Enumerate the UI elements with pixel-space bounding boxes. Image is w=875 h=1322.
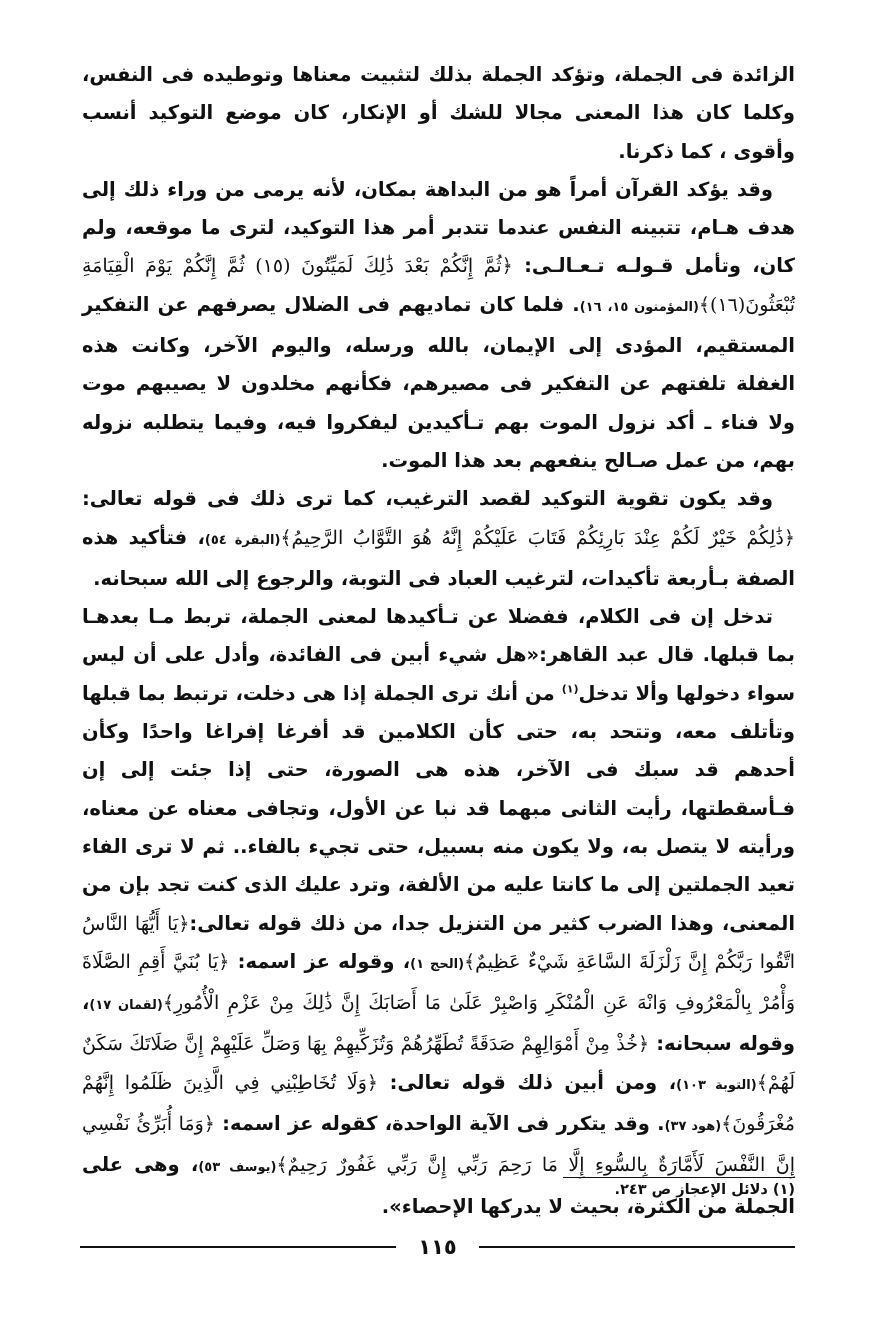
verse-reference: (الحج ١) <box>410 956 465 972</box>
paragraph-text: ، وقوله عز اسمه: <box>229 949 411 973</box>
verse-reference: (البقرة ٥٤) <box>204 532 281 548</box>
page-footer <box>80 1232 795 1262</box>
footer-rule-right <box>479 1246 795 1248</box>
verse-reference: (التوبة ١٠٣) <box>676 1077 757 1093</box>
paragraph-text: ، فتأكيد هذه الصفة بـأربعة تأكيدات، لترغيب العباد فى التوبة، والرجوع إلى الله سبحانه. <box>82 525 795 590</box>
paragraph-text: . فلما كان تماديهم فى الضلال يصرفهم عن التفكير المستقيم، المؤدى إلى الإيمان، بالله ورسله، واليوم الآخر، وكانت هذه الغفلة تلفتهم عن التفكير فى مصيرهم، فكأنهم مخلدون لا يصيبهم موت ولا فناء ـ أكد نزول الموت بهم تـأكيدين ليفكروا فيه، وفيما يتطلبه نزوله بهم، من عمل صـالح ينفعهم بعد هذا الموت. <box>82 292 795 472</box>
verse-reference: (يوسف ٥٣) <box>198 1160 277 1176</box>
footer-rule-left <box>80 1246 396 1248</box>
footnote-divider <box>563 1177 795 1178</box>
quran-verse: ﴿وَمَا أُبَرِّئُ نَفْسِي إِنَّ النَّفْسَ لَأَمَّارَةٌ بِالسُّوءِ إِلَّا مَا رَحِمَ رَبِّي إِنَّ رَبِّي غَفُورٌ رَحِيمٌ﴾ <box>82 1113 795 1177</box>
paragraph-p4 <box>82 598 795 1226</box>
paragraph-text: من أنك ترى الجملة إذا هى دخلت، ترتبط بما قبلها وتأتلف معه، وتتحد به، حتى كأن الكلامين قد أفرغا إفراغا واحدًا وكأن أحدهم قد سبك فى الآخر، هذه هى الصورة، حتى إذا جئت إلى إن فـأسقطتها، رأيت الثانى مبهما قد نبا عن الأول، وتجافى معناه عن معناه، ورأيته لا يتصل به، ولا يكون منه بسبيل، حتى تجيء بالفاء.. ثم لا ترى الفاء تعيد الجملتين إلى ما كانتا عليه من الألفة، وترد عليك الذى كنت تجد بإن من المعنى، وهذا الضرب كثير من التنزيل جدا، من ذلك قوله تعالى: <box>82 681 796 935</box>
body-text <box>82 56 795 1226</box>
quran-verse: ﴿ثُمَّ إِنَّكُمْ بَعْدَ ذَٰلِكَ لَمَيِّتُونَ (١٥) ثُمَّ إِنَّكُمْ يَوْمَ الْقِيَامَةِ تُبْعَثُونَ(١٦)﴾ <box>82 255 795 316</box>
paragraph-p2 <box>82 171 795 480</box>
paragraph-text: ، وهى على الجملة من الكثرة، بحيث لا يدركها الإحصاء». <box>82 1153 795 1218</box>
footnote: (١) دلائل الإعجاز ص ٢٤٣. <box>614 1182 795 1198</box>
quran-verse: ﴿يَا بُنَيَّ أَقِمِ الصَّلَاةَ وَأْمُرْ بِالْمَعْرُوفِ وَانْهَ عَنِ الْمُنْكَرِ وَاصْبِرْ عَلَىٰ مَا أَصَابَكَ إِنَّ ذَٰلِكَ مِنْ عَزْمِ الْأُمُورِ﴾ <box>82 950 795 1015</box>
page-number: ١١٥ <box>418 1235 457 1259</box>
footnote-marker: (١) <box>561 682 579 696</box>
paragraph-text: . وقد يتكرر فى الآية الواحدة، كقوله عز اسمه: <box>214 1112 665 1136</box>
verse-reference: (لقمان ١٧) <box>89 998 163 1014</box>
paragraph-text: وقد يكون تقوية التوكيد لقصد الترغيب، كما ترى ذلك فى قوله تعالى: <box>82 487 773 511</box>
paragraph-text: تدخل إن فى الكلام، ففضلا عن تـأكيدها لمعنى الجملة، تربط مـا بعدهـا بما قبلها. قال عبد القاهر:«هل شيء أبين فى الفائدة، وأدل على أن ليس سواء دخولها وألا تدخل <box>82 605 795 705</box>
paragraph-p3 <box>82 480 795 598</box>
quran-verse: ﴿خُذْ مِنْ أَمْوَالِهِمْ صَدَقَةً تُطَهِّرُهُمْ وَتُزَكِّيهِمْ بِهَا وَصَلِّ عَلَيْهِمْ إِنَّ صَلَاتَكَ سَكَنٌ لَهُمْ﴾ <box>82 1033 796 1094</box>
paragraph-p1 <box>82 56 795 171</box>
quran-verse: ﴿وَلَا تُخَاطِبْنِي فِي الَّذِينَ ظَلَمُوا إِنَّهُمْ مُغْرَقُونَ﴾ <box>82 1071 795 1136</box>
verse-reference: (المؤمنون ١٥، ١٦) <box>579 299 699 315</box>
paragraph-text: ، وقوله سبحانه: <box>82 991 795 1056</box>
quran-verse: ﴿يَا أَيُّهَا النَّاسُ اتَّقُوا رَبَّكُمْ إِنَّ زَلْزَلَةَ السَّاعَةِ شَيْءٌ عَظِيمٌ﴾ <box>82 912 796 973</box>
quran-verse: ﴿ذَٰلِكُمْ خَيْرٌ لَكُمْ عِنْدَ بَارِئِكُمْ فَتَابَ عَلَيْكُمْ إِنَّهُ هُوَ التَّوَّابُ الرَّحِيمُ﴾ <box>280 526 795 549</box>
paragraph-text: ، ومن أبين ذلك قوله تعالى: <box>378 1070 677 1094</box>
paragraph-text: الزائدة فى الجملة، وتؤكد الجملة بذلك لتثبيت معناها وتوطيده فى النفس، وكلما كان هذا المعنى مجالا للشك أو الإنكار، كان موضع التوكيد أنسب وأقوى ، كما ذكرنا. <box>82 63 795 163</box>
paragraph-text: وقد يؤكد القرآن أمراً هو من البداهة بمكان، لأنه يرمى من وراء ذلك إلى هدف هـام، تتبينه النفس عندما تتدبر أمر هذا التوكيد، لترى ما موقعه، ولم كان، وتأمل قـولـه تـعـالـى: <box>82 177 795 278</box>
verse-reference: (هود ٣٧) <box>664 1119 722 1135</box>
